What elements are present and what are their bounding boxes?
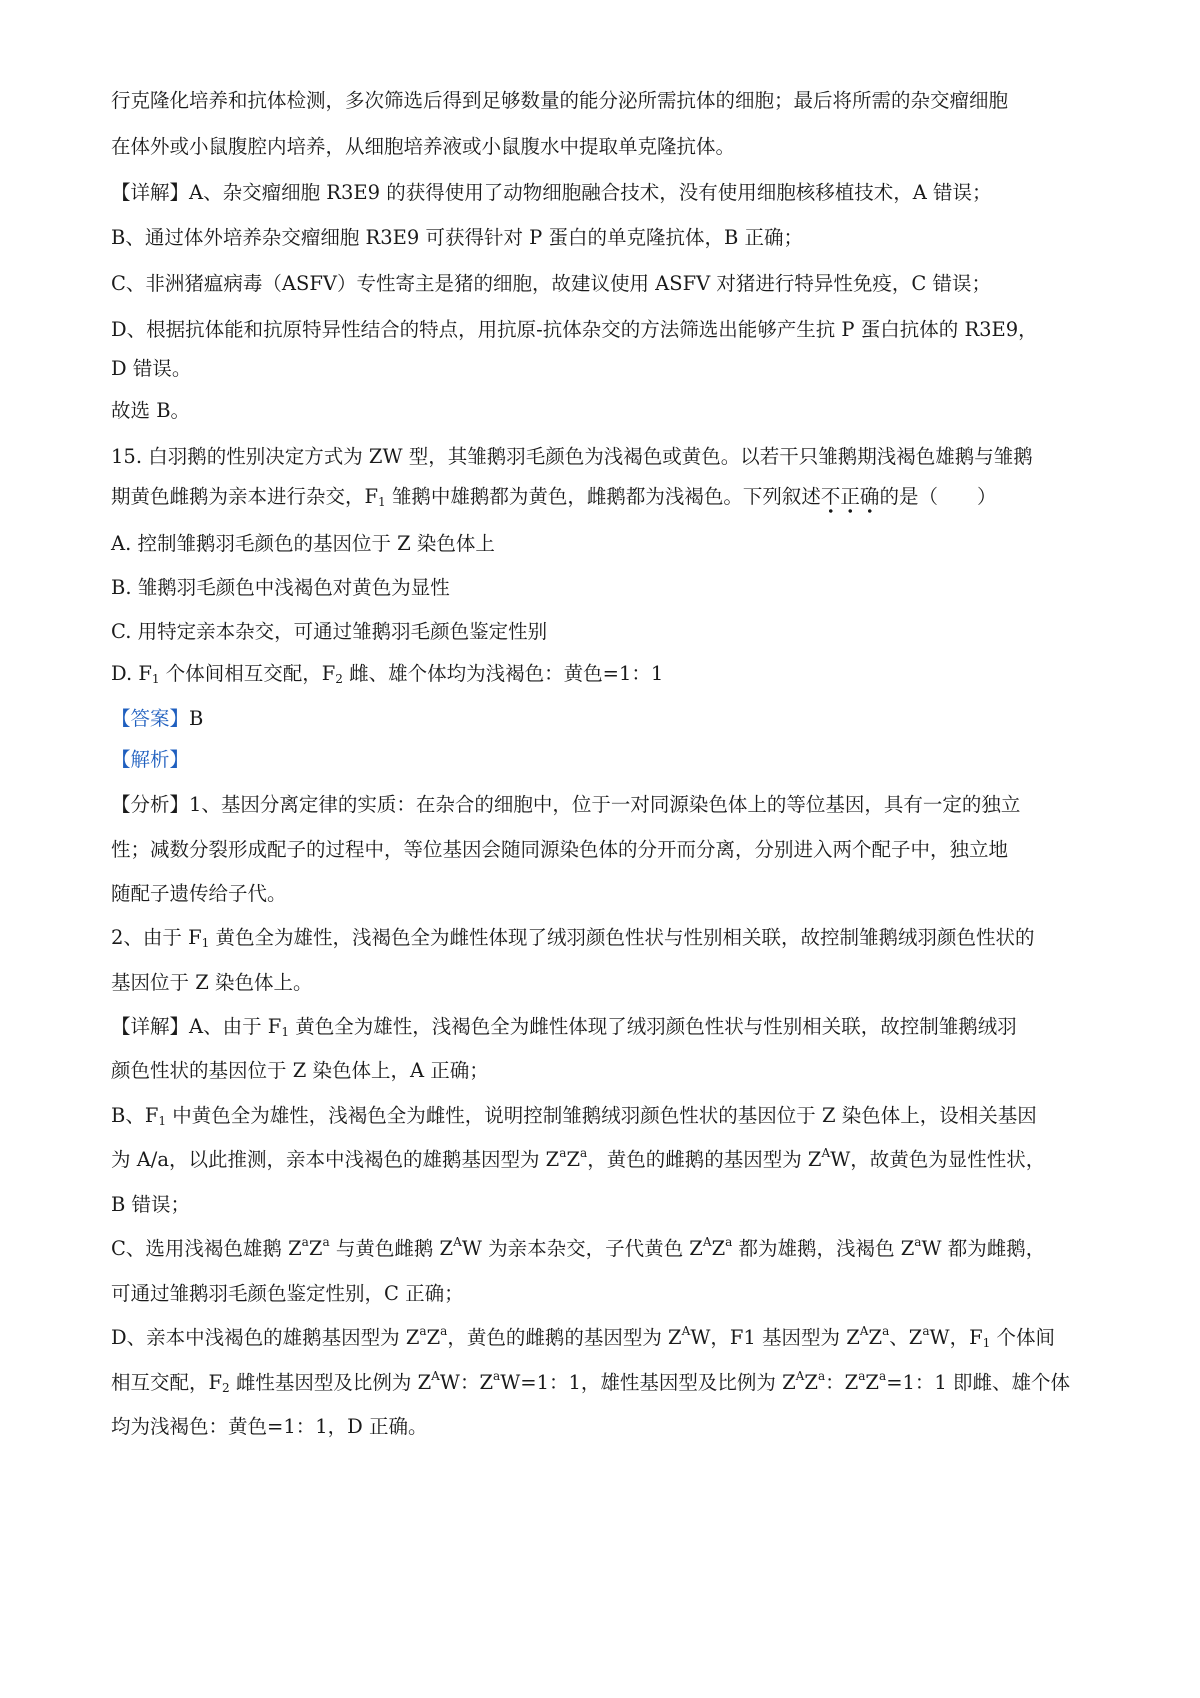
analysis-line-4: 2、由于 $F_1$ 黄色全为雄性，浅褐色全为雌性体现了绒羽颜色性状与性别相关联，故控制雏鹅绒羽颜色性状的 bbox=[111, 926, 1035, 951]
detail-line-1: 【详解】A、由于 $F_1$ 黄色全为雄性，浅褐色全为雌性体现了绒羽颜色性状与性别相关联，故控制雏鹅绒羽 bbox=[111, 1015, 1017, 1040]
detail-line-4: 为 A/a，以此推测，亲本中浅褐色的雄鹅基因型为 $Z^aZ^a$，黄色的雌鹅的基因型为 $Z^AW$，故黄色为显性性状， bbox=[111, 1145, 1046, 1171]
analysis-line-3: 随配子遗传给子代。 bbox=[111, 882, 287, 905]
emphasis-not-correct: 不正确 bbox=[821, 485, 880, 514]
option-d: D. $F_1$ 个体间相互交配，$F_2$ 雌、雄个体均为浅褐色：黄色=1：1 bbox=[111, 662, 664, 687]
detail-line-9: 相互交配，$F_2$ 雌性基因型及比例为 $Z^AW$：$Z^aW=1$：1，雄性基因型及比例为 $Z^AZ^a$：$Z^aZ^a=1$：1 即雌、雄个体 bbox=[111, 1368, 1071, 1396]
option-b: B. 雏鹅羽毛颜色中浅褐色对黄色为显性 bbox=[111, 576, 450, 599]
detail-line-2: 颜色性状的基因位于 Z 染色体上，A 正确； bbox=[111, 1059, 489, 1082]
text-line-2: 在体外或小鼠腹腔内培养，从细胞培养液或小鼠腹水中提取单克隆抗体。 bbox=[111, 135, 736, 158]
analysis-line-1: 【分析】1、基因分离定律的实质：在杂合的细胞中，位于一对同源染色体上的等位基因，具有一定的独立 bbox=[111, 793, 1021, 816]
answer-value: B bbox=[189, 707, 204, 730]
detail-line-3: B、$F_1$ 中黄色全为雄性，浅褐色全为雌性，说明控制雏鹅绒羽颜色性状的基因位于 Z 染色体上，设相关基因 bbox=[111, 1104, 1037, 1129]
detail-line-8: D、亲本中浅褐色的雄鹅基因型为 $Z^aZ^a$，黄色的雌鹅的基因型为 $Z^AW$，F1 基因型为 $Z^AZ^a$、$Z^aW$，$F_1$ 个体间 bbox=[111, 1323, 1056, 1351]
analysis-line-2: 性；减数分裂形成配子的过程中，等位基因会随同源染色体的分开而分离，分别进入两个配子中，独立地 bbox=[111, 838, 1009, 861]
explanation-line-d: D、根据抗体能和抗原特异性结合的特点，用抗原-抗体杂交的方法筛选出能够产生抗 P 蛋白抗体的 R3E9， bbox=[111, 318, 1038, 341]
detail-line-5: B 错误； bbox=[111, 1193, 191, 1216]
explanation-line-a: 【详解】A、杂交瘤细胞 R3E9 的获得使用了动物细胞融合技术，没有使用细胞核移植技术，A 错误； bbox=[111, 181, 992, 204]
option-c: C. 用特定亲本杂交，可通过雏鹅羽毛颜色鉴定性别 bbox=[111, 620, 548, 643]
question-15-line-2: 期黄色雌鹅为亲本进行杂交，$F_1$ 雏鹅中雄鹅都为黄色，雌鹅都为浅褐色。下列叙述不正确的是（ ） bbox=[111, 483, 996, 511]
explanation-line-c: C、非洲猪瘟病毒（ASFV）专性寄主是猪的细胞，故建议使用 ASFV 对猪进行特异性免疫，C 错误； bbox=[111, 272, 992, 295]
explanation-line-d-cont: D 错误。 bbox=[111, 357, 192, 380]
detail-line-7: 可通过雏鹅羽毛颜色鉴定性别，C 正确； bbox=[111, 1282, 464, 1305]
answer-line bbox=[111, 705, 203, 733]
analysis-line-5: 基因位于 Z 染色体上。 bbox=[111, 971, 313, 994]
detail-line-10: 均为浅褐色：黄色=1：1，D 正确。 bbox=[111, 1415, 428, 1438]
answer-choice-line: 故选 B。 bbox=[111, 399, 191, 422]
question-15-line-1: 15. 白羽鹅的性别决定方式为 ZW 型，其雏鹅羽毛颜色为浅褐色或黄色。以若干只雏鹅期浅褐色雄鹅与雏鹅 bbox=[111, 445, 1033, 468]
option-a: A. 控制雏鹅羽毛颜色的基因位于 Z 染色体上 bbox=[111, 532, 495, 555]
text-line-1: 行克隆化培养和抗体检测，多次筛选后得到足够数量的能分泌所需抗体的细胞；最后将所需的杂交瘤细胞 bbox=[111, 89, 1009, 112]
analysis-heading: 【解析】 bbox=[111, 748, 190, 771]
explanation-line-b: B、通过体外培养杂交瘤细胞 R3E9 可获得针对 P 蛋白的单克隆抗体，B 正确； bbox=[111, 226, 804, 249]
detail-line-6: C、选用浅褐色雄鹅 $Z^aZ^a$ 与黄色雌鹅 $Z^AW$ 为亲本杂交，子代黄色 $Z^AZ^a$ 都为雄鹅，浅褐色 $Z^aW$ 都为雌鹅， bbox=[111, 1234, 1046, 1260]
answer-label: 【答案】 bbox=[111, 707, 190, 730]
